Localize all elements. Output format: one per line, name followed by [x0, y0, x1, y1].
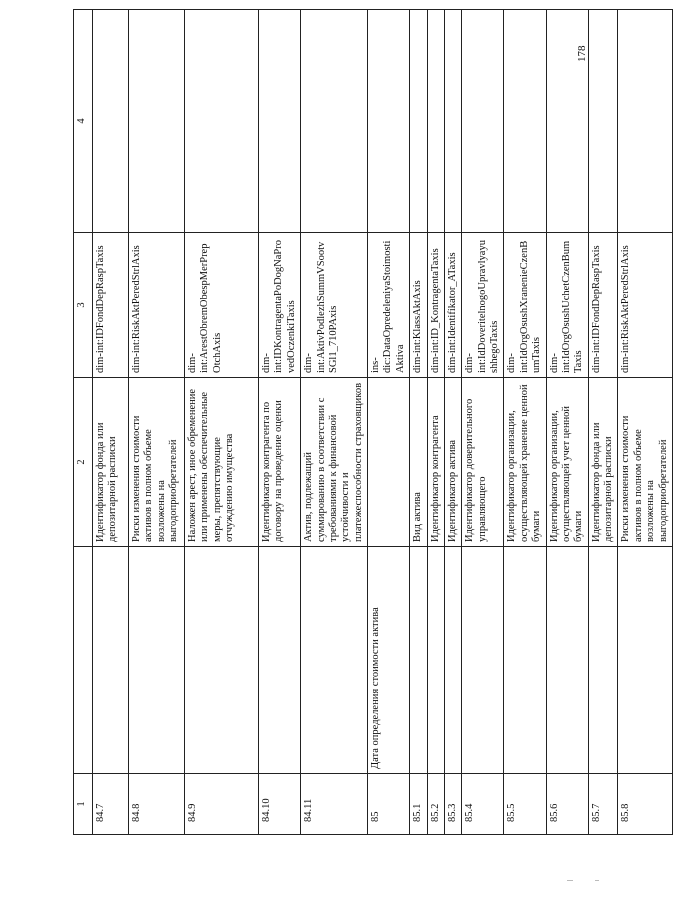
row-number-text: 85.7 — [590, 803, 602, 822]
row-note — [301, 10, 368, 233]
row-code: dim-int:KlassAktAxis — [410, 233, 427, 378]
row-note — [129, 10, 185, 233]
row-number — [546, 774, 588, 835]
row-group-label — [410, 547, 427, 774]
row-note — [427, 10, 444, 233]
row-description: Идентификатор актива — [444, 378, 461, 547]
scan-mark — [595, 880, 599, 881]
row-number — [93, 774, 129, 835]
row-number-text: 85.8 — [620, 803, 632, 822]
row-number-text: 85.2 — [429, 803, 441, 822]
row-note — [618, 10, 673, 233]
row-code: dim-int:IDFondDepRaspTaxis — [93, 233, 129, 378]
row-note — [368, 10, 410, 233]
row-number — [444, 774, 461, 835]
row-code: dim-int:AktivPodlezhSummVSootvSGl1_710PAxis — [301, 233, 368, 378]
row-description: Идентификатор организации, осуществляющей учет ценной бумаги — [546, 378, 588, 547]
row-note — [462, 10, 504, 233]
table-row — [368, 10, 410, 835]
table-row — [129, 10, 185, 835]
table-row — [185, 10, 259, 835]
row-code: dim-int:ID_KontragentaTaxis — [427, 233, 444, 378]
row-group-label — [444, 547, 461, 774]
table-row — [588, 10, 618, 835]
scan-mark — [567, 880, 573, 881]
row-number — [185, 774, 259, 835]
row-number — [504, 774, 546, 835]
row-code: dim-int:IdOrgOsushUchetCzenBumTaxis — [546, 233, 588, 378]
row-note — [546, 10, 588, 233]
row-group-label: Дата определения стоимости актива — [368, 547, 410, 774]
row-group-label — [462, 547, 504, 774]
row-code: dim-int:RiskAktPeredStrlAxis — [129, 233, 185, 378]
row-group-label — [427, 547, 444, 774]
header-col-4: 4 — [74, 10, 93, 233]
table-row — [259, 10, 301, 835]
header-col-3: 3 — [74, 233, 93, 378]
row-group-label — [546, 547, 588, 774]
row-code: dim-int:Identifikator_ATaxis — [444, 233, 461, 378]
row-code: dim-int:IdDoveritelnogoUpravlyayushhegoTaxis — [462, 233, 504, 378]
row-number-text: 85.4 — [464, 803, 476, 822]
row-number — [368, 774, 410, 835]
table-header-row — [74, 10, 93, 835]
header-col-1b — [74, 547, 93, 774]
row-number-text: 85.5 — [506, 803, 518, 822]
row-number — [427, 774, 444, 835]
row-number-text: 84.8 — [131, 803, 142, 822]
row-description: Вид актива — [410, 378, 427, 547]
row-note — [444, 10, 461, 233]
row-description: Идентификатор организации, осуществляющей хранение ценной бумаги — [504, 378, 546, 547]
attribute-table — [73, 9, 673, 835]
row-description — [368, 378, 410, 547]
row-group-label — [618, 547, 673, 774]
row-group-label — [588, 547, 618, 774]
row-group-label — [259, 547, 301, 774]
table-row — [410, 10, 427, 835]
row-note — [259, 10, 301, 233]
table-row — [93, 10, 129, 835]
row-number — [259, 774, 301, 835]
row-description: Идентификатор доверительного управляющего — [462, 378, 504, 547]
row-note — [185, 10, 259, 233]
row-description: Идентификатор контрагента по договору на проведение оценки — [259, 378, 301, 547]
row-code: dim-int:IDFondDepRaspTaxis — [588, 233, 618, 378]
row-number-text: 85.1 — [412, 803, 424, 822]
row-description: Идентификатор контрагента — [427, 378, 444, 547]
row-description: Риски изменения стоимости активов в полном объеме возложены на выгодоприобретателей — [129, 378, 185, 547]
row-description: Актив, подлежащий суммированию в соответствии с требованиями к финансовой устойчивости и платежеспособности страховщиков — [301, 378, 368, 547]
row-number — [129, 774, 185, 835]
row-note — [93, 10, 129, 233]
row-number-text: 85.6 — [548, 803, 560, 822]
row-group-label — [504, 547, 546, 774]
row-number — [588, 774, 618, 835]
row-group-label — [185, 547, 259, 774]
row-number-text: 85 — [370, 811, 381, 822]
row-description: Наложен арест, иное обременение или применены обеспечительные меры, препятствующие отчуждению имущества — [185, 378, 259, 547]
row-code: ins-dic:DataOpredeleniyaStoimostiAktiva — [368, 233, 410, 378]
table-row — [444, 10, 461, 835]
row-description: Риски изменения стоимости активов в полном объеме возложены на выгодоприобретателей — [618, 378, 673, 547]
row-code: dim-int:IdOrgOsushXranenieCzenBumTaxis — [504, 233, 546, 378]
row-number-text: 84.11 — [303, 798, 315, 822]
table-row — [618, 10, 673, 835]
row-group-label — [93, 547, 129, 774]
table-row — [546, 10, 588, 835]
row-number — [301, 774, 368, 835]
table-row — [504, 10, 546, 835]
row-code: dim-int:IDKontragentaPoDogNaProvedOczenkiTaxis — [259, 233, 301, 378]
row-number-text: 85.3 — [446, 803, 458, 822]
row-description: Идентификатор фонда или депозитарной расписки — [93, 378, 129, 547]
table-row — [462, 10, 504, 835]
row-number — [410, 774, 427, 835]
row-note — [410, 10, 427, 233]
header-col-1: 1 — [74, 774, 93, 835]
row-group-label — [129, 547, 185, 774]
row-description: Идентификатор фонда или депозитарной расписки — [588, 378, 618, 547]
row-note — [504, 10, 546, 233]
page-number: 178 — [576, 45, 588, 62]
table-row — [427, 10, 444, 835]
row-number — [462, 774, 504, 835]
row-number — [618, 774, 673, 835]
row-code: dim-int:RiskAktPeredStrlAxis — [618, 233, 673, 378]
header-col-2: 2 — [74, 378, 93, 547]
row-number-text: 84.10 — [261, 798, 272, 822]
row-number-text: 84.7 — [95, 803, 106, 822]
rotated-table-container — [73, 55, 669, 835]
row-group-label — [301, 547, 368, 774]
row-number-text: 84.9 — [187, 803, 198, 822]
table-row — [301, 10, 368, 835]
row-code: dim-int:ArestObremObespMerPrepOtchAxis — [185, 233, 259, 378]
